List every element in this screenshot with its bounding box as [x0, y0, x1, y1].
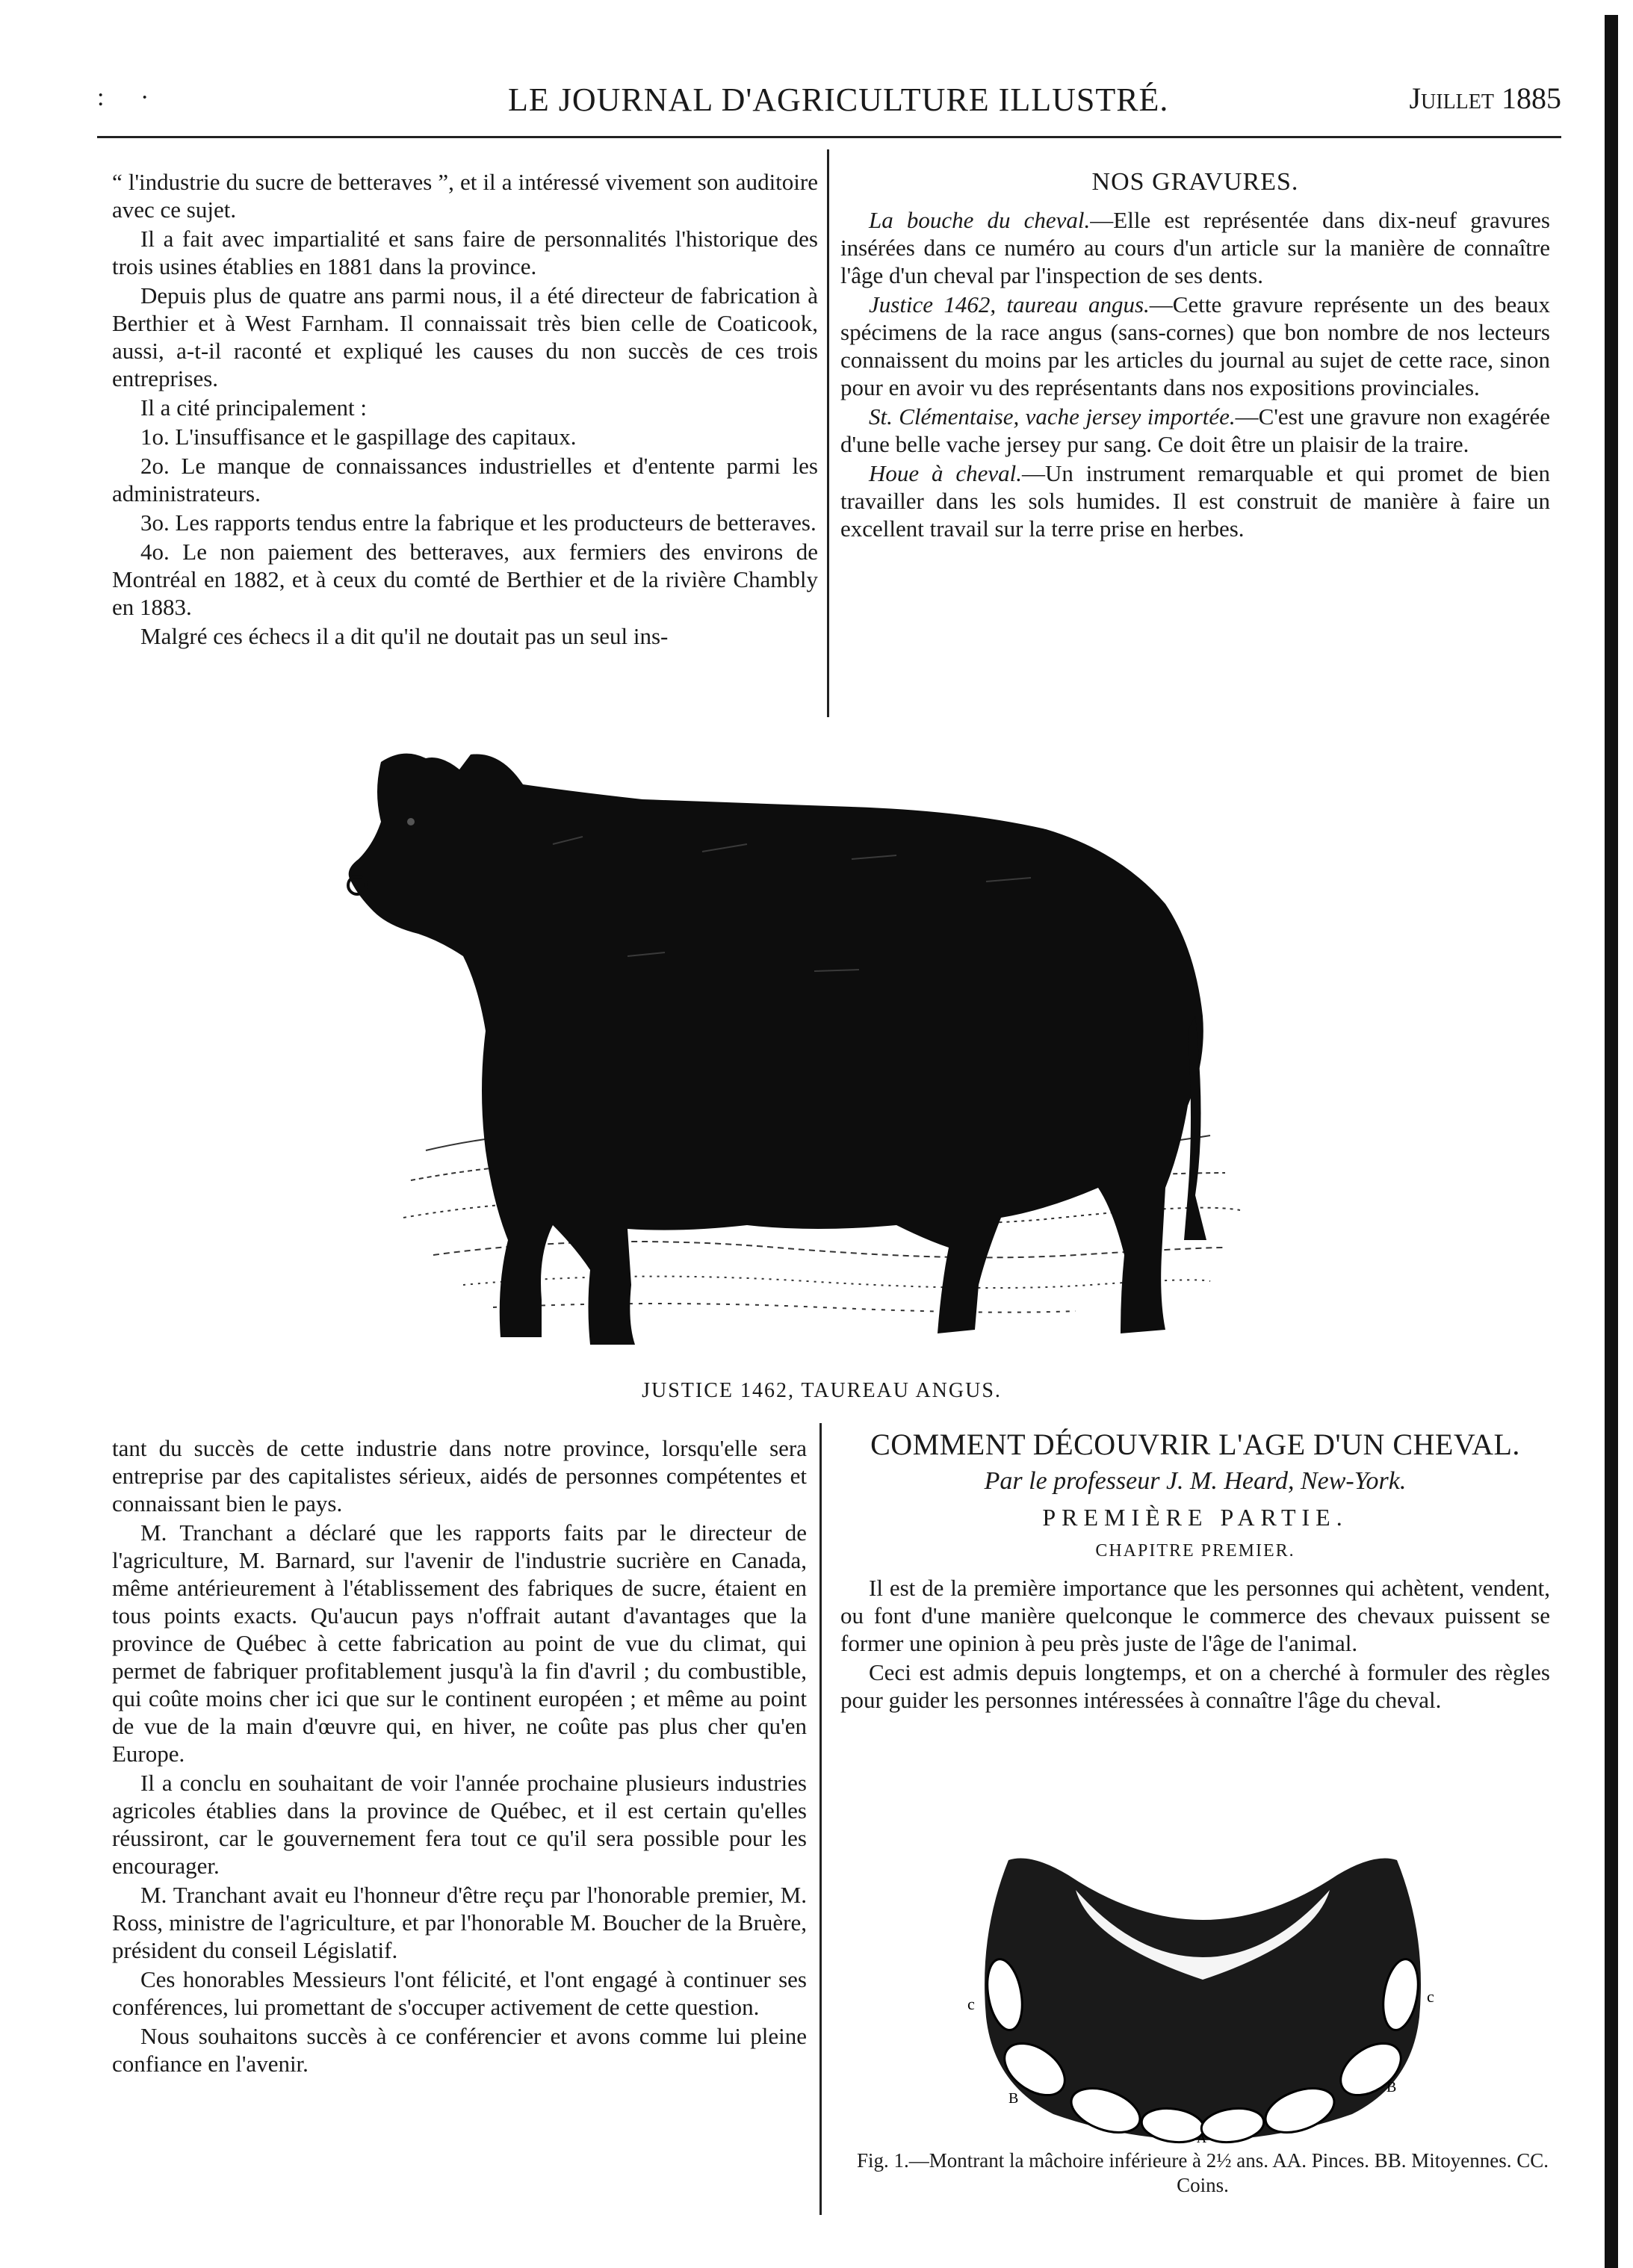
- paragraph: Ceci est admis depuis longtemps, et on a cherché à formuler des règles pour guider les personnes intéressées à connaître l'âge du cheval.: [840, 1659, 1550, 1713]
- paragraph: Il a fait avec impartialité et sans faire de personnalités l'historique des trois usines établies en 1881 dans la province.: [112, 226, 818, 279]
- column-divider-top: [827, 149, 829, 717]
- part-heading: PREMIÈRE PARTIE.: [1042, 1504, 1348, 1531]
- paragraph: Il est de la première importance que les personnes qui achètent, vendent, ou font d'une manière quelconque le commerce des chevaux puissent se former une opinion à peu près juste de l'âge de l'animal.: [840, 1575, 1550, 1656]
- gravure-lead: La bouche du cheval.: [869, 207, 1091, 233]
- label-a: A: [1197, 2131, 1206, 2144]
- left-bottom-column: [112, 1434, 807, 2079]
- paragraph: 4o. Le non paiement des betteraves, aux fermiers des environs de Montréal en 1882, et à ceux du comté de Berthier et de la rivière Chambly en 1883.: [112, 539, 818, 620]
- journal-title: LE JOURNAL D'AGRICULTURE ILLUSTRÉ.: [508, 81, 1169, 118]
- gravure-lead: Houe à cheval.: [869, 460, 1023, 486]
- gravure-item: [840, 459, 1550, 542]
- gravure-lead: Justice 1462, taureau angus.: [869, 291, 1150, 317]
- article-byline: Par le professeur J. M. Heard, New-York.: [984, 1467, 1407, 1495]
- gravure-lead: St. Clémentaise, vache jersey importée.: [869, 403, 1236, 430]
- paragraph: 1o. L'insuffisance et le gaspillage des capitaux.: [140, 424, 577, 450]
- label-b-right: B: [1386, 2079, 1397, 2095]
- header-rule: [97, 136, 1561, 138]
- label-c-right: c: [1427, 1987, 1434, 2006]
- paragraph: Malgré ces échecs il a dit qu'il ne doutait pas un seul ins-: [140, 623, 669, 649]
- header-marks: : ·: [97, 84, 164, 111]
- section-title-gravures: NOS GRAVURES.: [1091, 168, 1299, 196]
- bull-caption: JUSTICE 1462, TAUREAU ANGUS.: [642, 1379, 1002, 1402]
- left-top-column: [112, 168, 818, 651]
- jaw-engraving: [964, 1845, 1442, 2144]
- issue-date: Juillet 1885: [1409, 81, 1561, 115]
- paragraph: “ l'industrie du sucre de betteraves ”, et il a intéressé vivement son auditoire avec ce sujet.: [112, 169, 818, 223]
- right-top-column: [840, 168, 1550, 544]
- gravure-text: —Cette gravure représente un des beaux spécimens de la race angus (sans-cornes) que bon nombre de nos lecteurs connaissent du moins par les articles du journal au sujet de cette race, sinon pour en avoir vu des représentants dans nos expositions provinciales.: [840, 291, 1550, 400]
- paragraph: Nous souhaitons succès à ce conférencier et avons comme lui pleine confiance en l'avenir.: [112, 2023, 807, 2077]
- gravure-item: [840, 206, 1550, 289]
- label-b-left: B: [1008, 2090, 1019, 2107]
- article-title: COMMENT DÉCOUVRIR L'AGE D'UN CHEVAL.: [870, 1428, 1520, 1461]
- right-bottom-column: [840, 1428, 1550, 1715]
- paragraph: Ces honorables Messieurs l'ont félicité, et l'ont engagé à continuer ses conférences, lui promettant de s'occuper activement de cette question.: [112, 1966, 807, 2020]
- paragraph: 2o. Le manque de connaissances industrielles et d'entente parmi les administrateurs.: [112, 453, 818, 506]
- chapter-heading: CHAPITRE PREMIER.: [1095, 1541, 1295, 1561]
- label-c-left: c: [967, 1995, 975, 2013]
- column-divider-bottom: [819, 1423, 822, 2215]
- gravure-text: —C'est une gravure non exagérée d'une belle vache jersey pur sang. Ce doit être un plaisir de la traire.: [840, 403, 1550, 457]
- gravure-item: [840, 403, 1550, 458]
- bull-body: [349, 754, 1203, 1345]
- gravure-text: —Elle est représentée dans dix-neuf gravures insérées dans ce numéro au cours d'un article sur la manière de connaître l'âge d'un cheval par l'inspection de ses dents.: [840, 207, 1550, 288]
- paragraph: Depuis plus de quatre ans parmi nous, il a été directeur de fabrication à Berthier et à West Farnham. Il connaissait très bien celle de Coaticook, aussi, a-t-il raconté et expliqué les causes du non succès de ces trois entreprises.: [112, 282, 818, 391]
- page-header: [75, 75, 1561, 127]
- jaw-outline: [985, 1859, 1421, 2141]
- page-edge-bar: [1605, 15, 1618, 2268]
- paragraph: Il a cité principalement :: [140, 394, 367, 421]
- paragraph: M. Tranchant a déclaré que les rapports faits par le directeur de l'agriculture, M. Barnard, sur l'avenir de l'industrie sucrière en Canada, même antérieurement à l'établissement des fabriques de sucre, étaient en tous points exacts. Qu'aucun pays n'offrait autant d'avantages que la province de Québec à cette fabrication au point de vue du climat, qui permet de fabriquer profitablement jusqu'à la fin d'avril ; du combustible, qui coûte moins cher ici que sur le continent européen ; et même au point de vue de la main d'œuvre qui, en hiver, ne coûte pas plus cher qu'en Europe.: [112, 1519, 807, 1767]
- paragraph: tant du succès de cette industrie dans notre province, lorsqu'elle sera entreprise par des capitalistes sérieux, aidés de personnes compétentes et connaissant bien le pays.: [112, 1435, 807, 1516]
- paragraph: Il a conclu en souhaitant de voir l'année prochaine plusieurs industries agricoles établies dans la province de Québec, et il est certain qu'elles réussiront, car le gouvernement fera tout ce qu'il sera possible pour les encourager.: [112, 1770, 807, 1879]
- gravure-item: [840, 291, 1550, 401]
- paragraph: 3o. Les rapports tendus entre la fabrique et les producteurs de betteraves.: [140, 509, 816, 536]
- bull-eye: [407, 818, 415, 825]
- gravure-text: —Un instrument remarquable et qui promet de bien travailler dans les sols humides. Il est construit de manière à faire un excellent travail sur la terre prise en herbes.: [840, 460, 1550, 542]
- jaw-figure-caption: Fig. 1.—Montrant la mâchoire inférieure à 2½ ans. AA. Pinces. BB. Mitoyennes. CC. Coins.: [856, 2149, 1549, 2196]
- bull-engraving: [329, 732, 1330, 1367]
- paragraph: M. Tranchant avait eu l'honneur d'être reçu par l'honorable premier, M. Ross, ministre de l'agriculture, et par l'honorable M. Boucher de la Bruère, président du conseil Législatif.: [112, 1882, 807, 1963]
